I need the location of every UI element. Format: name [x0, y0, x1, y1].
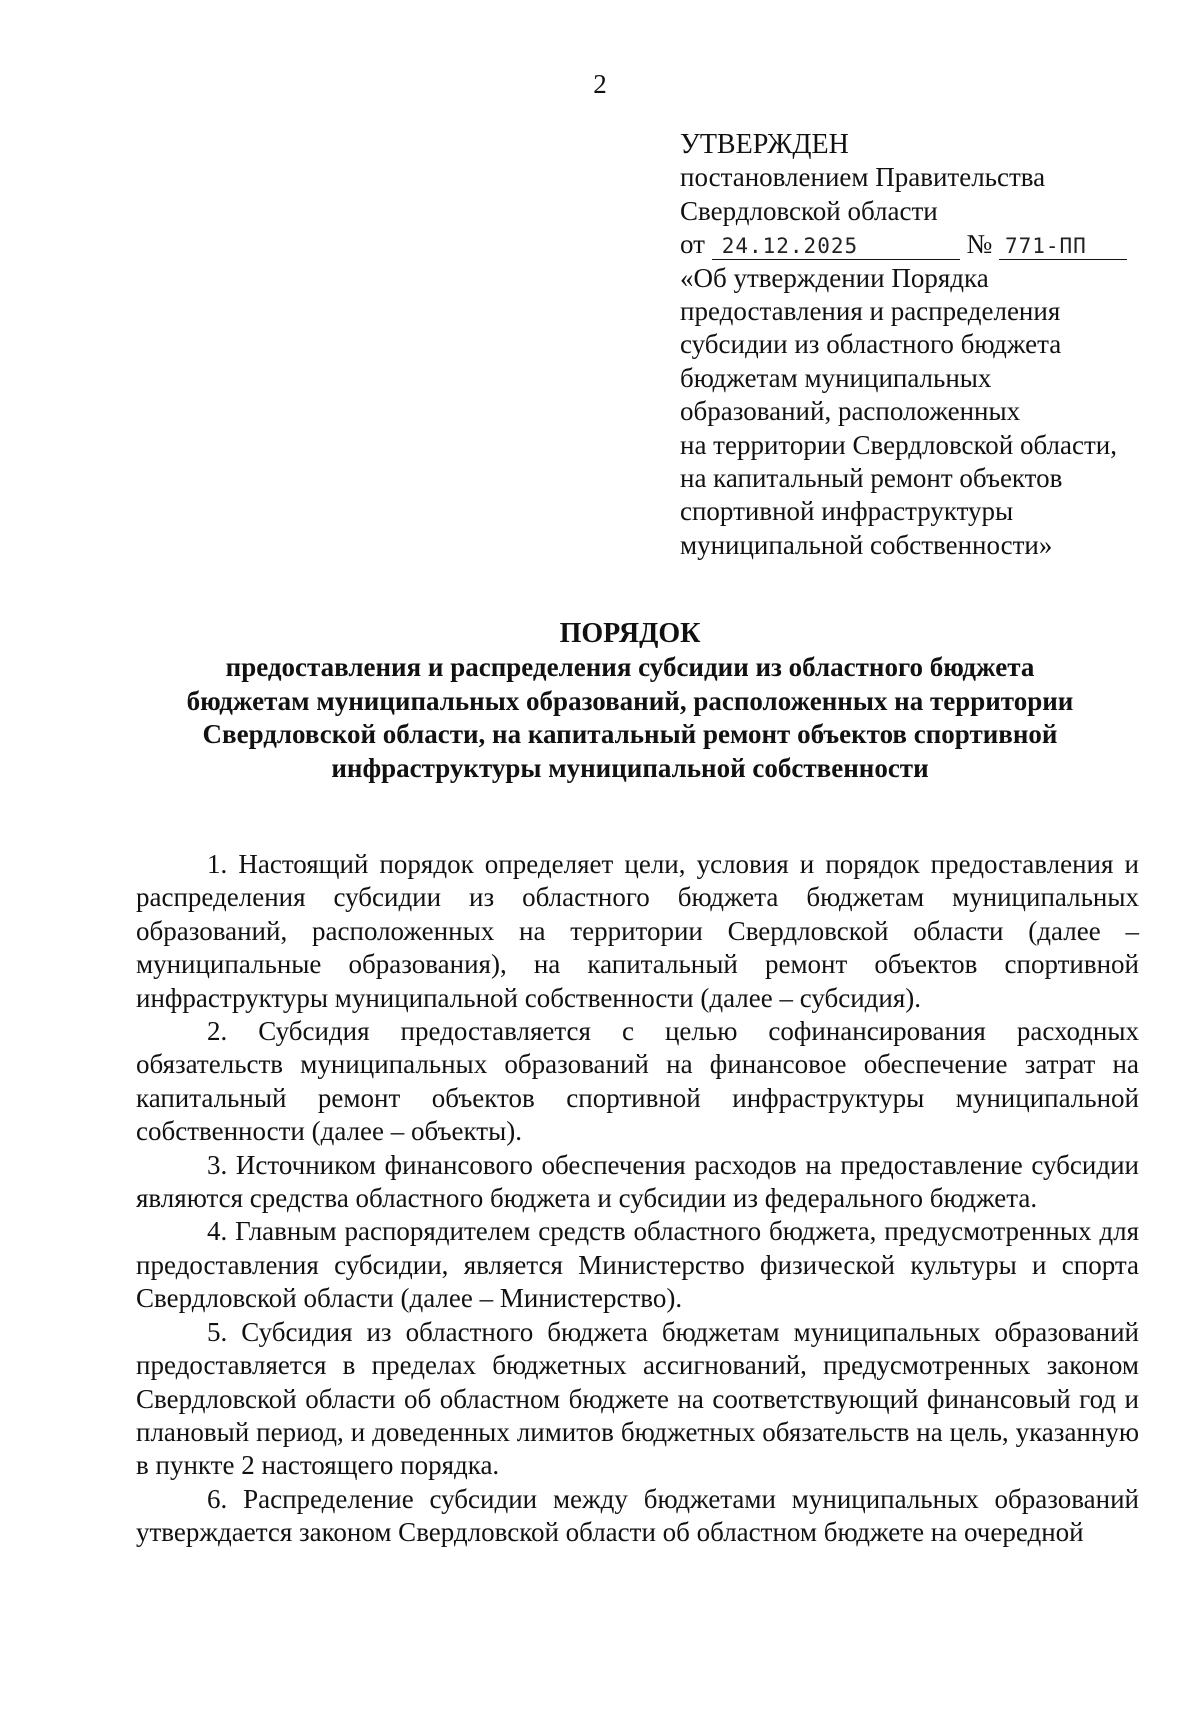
paragraph-2: 2. Субсидия предоставляется с целью софинансирования расходных обязательств муниципальных образований на финансовое обеспечение затрат на капитальный ремонт объектов спортивной инфраструктуры муниципальной собственности (далее – объекты).	[136, 1016, 1139, 1147]
document-subtitle-line: инфраструктуры муниципальной собственности	[331, 752, 929, 783]
approval-title-line: спортивной инфраструктуры	[680, 496, 1014, 527]
document-title-block	[100, 617, 1160, 785]
approval-title-line: муниципальной собственности»	[680, 529, 1053, 560]
paragraph-6: 6. Распределение субсидии между бюджетами муниципальных образований утверждается законом Свердловской области об областном бюджете на очередной	[136, 1483, 1139, 1548]
approval-date-row	[680, 228, 1180, 261]
approval-heading: УТВЕРЖДЕН	[680, 129, 849, 160]
approval-title-line: образований, расположенных	[680, 396, 1021, 427]
approval-block	[680, 128, 1180, 562]
approval-line-1: постановлением Правительства	[680, 162, 1046, 193]
paragraph-1: 1. Настоящий порядок определяет цели, условия и порядок предоставления и распределения субсидии из областного бюджета бюджетам муниципальных образований, расположенных на территории Свердловской области (далее – муниципальные образования), на капитальный ремонт объектов спортивной инфраструктуры муниципальной собственности (далее – субсидия).	[136, 849, 1139, 1013]
page-number: 2	[593, 69, 607, 99]
document-subtitle-line: бюджетам муниципальных образований, расположенных на территории	[186, 685, 1074, 716]
date-field: 24.12.2025	[712, 233, 960, 260]
approval-title-line: «Об утверждении Порядка	[680, 262, 989, 293]
document-title: ПОРЯДОК	[559, 618, 701, 649]
paragraph-3: 3. Источником финансового обеспечения расходов на предоставление субсидии являются средства областного бюджета и субсидии из федерального бюджета.	[136, 1149, 1139, 1214]
paragraph-4: 4. Главным распорядителем средств областного бюджета, предусмотренных для предоставления субсидии, является Министерство физической культуры и спорта Свердловской области (далее – Министерство).	[136, 1216, 1139, 1314]
approval-title-line: субсидии из областного бюджета	[680, 329, 1062, 360]
number-field: 771-ПП	[999, 233, 1127, 260]
number-sign: №	[966, 229, 993, 260]
date-prefix: от	[680, 229, 705, 260]
approval-line-2: Свердловской области	[680, 195, 938, 226]
paragraph-5: 5. Субсидия из областного бюджета бюджетам муниципальных образований предоставляется в пределах бюджетных ассигнований, предусмотренных законом Свердловской области об областном бюджете на соответствующий финансовый год и плановый период, и доведенных лимитов бюджетных обязательств на цель, указанную в пункте 2 настоящего порядка.	[136, 1316, 1139, 1481]
document-subtitle-line: предоставления и распределения субсидии из областного бюджета	[225, 652, 1035, 683]
document-body	[136, 848, 1139, 1550]
approval-title-line: на территории Свердловской области,	[680, 429, 1117, 460]
approval-title-line: на капитальный ремонт объектов	[680, 463, 1063, 494]
approval-title-line: предоставления и распределения	[680, 296, 1061, 327]
document-subtitle-line: Свердловской области, на капитальный ремонт объектов спортивной	[202, 719, 1058, 750]
approval-title-line: бюджетам муниципальных	[680, 362, 992, 393]
